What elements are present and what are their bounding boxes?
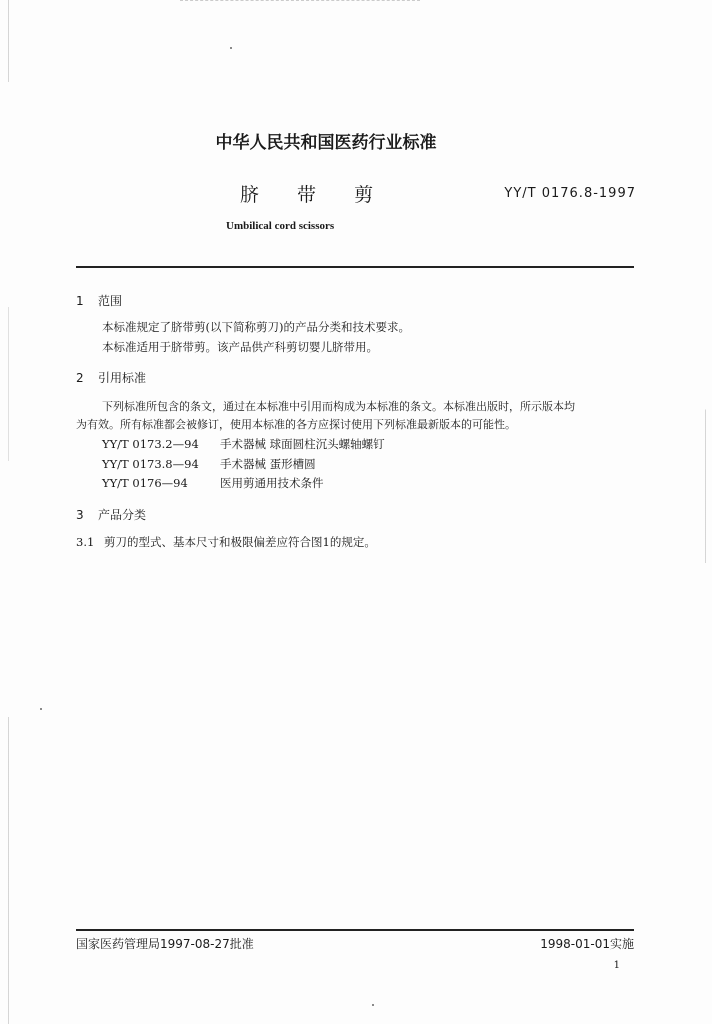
- paragraph: 为有效。所有标准都会被修订，使用本标准的各方应探讨使用下列标准最新版本的可能性。: [76, 418, 516, 431]
- section-title: 引用标准: [98, 371, 147, 385]
- section-heading-references: [76, 369, 146, 386]
- section-number: 3: [76, 508, 84, 522]
- approval-statement: 国家医药管理局1997-08-27批准: [76, 937, 254, 951]
- reference-title: 手术器械 蛋形槽圆: [220, 457, 316, 471]
- document-title: 脐 带 剪: [240, 184, 390, 206]
- reference-item: [102, 436, 385, 452]
- section-heading-scope: [76, 292, 122, 309]
- clause: [76, 534, 376, 551]
- standard-organization: 中华人民共和国医药行业标准: [215, 133, 437, 153]
- scan-speck: [230, 47, 232, 49]
- footer-divider: [76, 929, 634, 931]
- clause-number: 3.1: [76, 535, 95, 549]
- section-title: 范围: [98, 294, 123, 308]
- scan-edge-left: [8, 0, 9, 1024]
- reference-code: YY/T 0176—94: [102, 476, 188, 490]
- document-subtitle-english: Umbilical cord scissors: [226, 220, 335, 232]
- scan-edge-right: [705, 0, 706, 1024]
- paragraph: 本标准适用于脐带剪。该产品供产科剪切婴儿脐带用。: [102, 340, 378, 354]
- section-number: 1: [76, 294, 84, 308]
- section-number: 2: [76, 371, 84, 385]
- scan-speck: [372, 1004, 374, 1006]
- section-title: 产品分类: [98, 508, 147, 522]
- header-divider: [76, 266, 634, 268]
- standard-code: YY/T 0176.8-1997: [504, 186, 636, 201]
- reference-title: 手术器械 球面圆柱沉头螺轴螺钉: [220, 437, 385, 451]
- reference-item: [102, 456, 316, 472]
- reference-code: YY/T 0173.8—94: [102, 457, 199, 471]
- reference-code: YY/T 0173.2—94: [102, 437, 199, 451]
- scan-edge-top: [180, 0, 420, 2]
- paragraph: 本标准规定了脐带剪(以下简称剪刀)的产品分类和技术要求。: [102, 320, 410, 334]
- reference-item: [102, 475, 324, 491]
- effective-date: 1998-01-01实施: [540, 937, 634, 951]
- paragraph: 下列标准所包含的条文，通过在本标准中引用而构成为本标准的条文。本标准出版时，所示版本均: [102, 400, 575, 413]
- reference-title: 医用剪通用技术条件: [220, 476, 324, 490]
- section-heading-classification: [76, 506, 146, 523]
- scan-speck: [40, 708, 42, 710]
- page-number: 1: [613, 960, 620, 971]
- clause-text: 剪刀的型式、基本尺寸和极限偏差应符合图1的规定。: [104, 535, 376, 549]
